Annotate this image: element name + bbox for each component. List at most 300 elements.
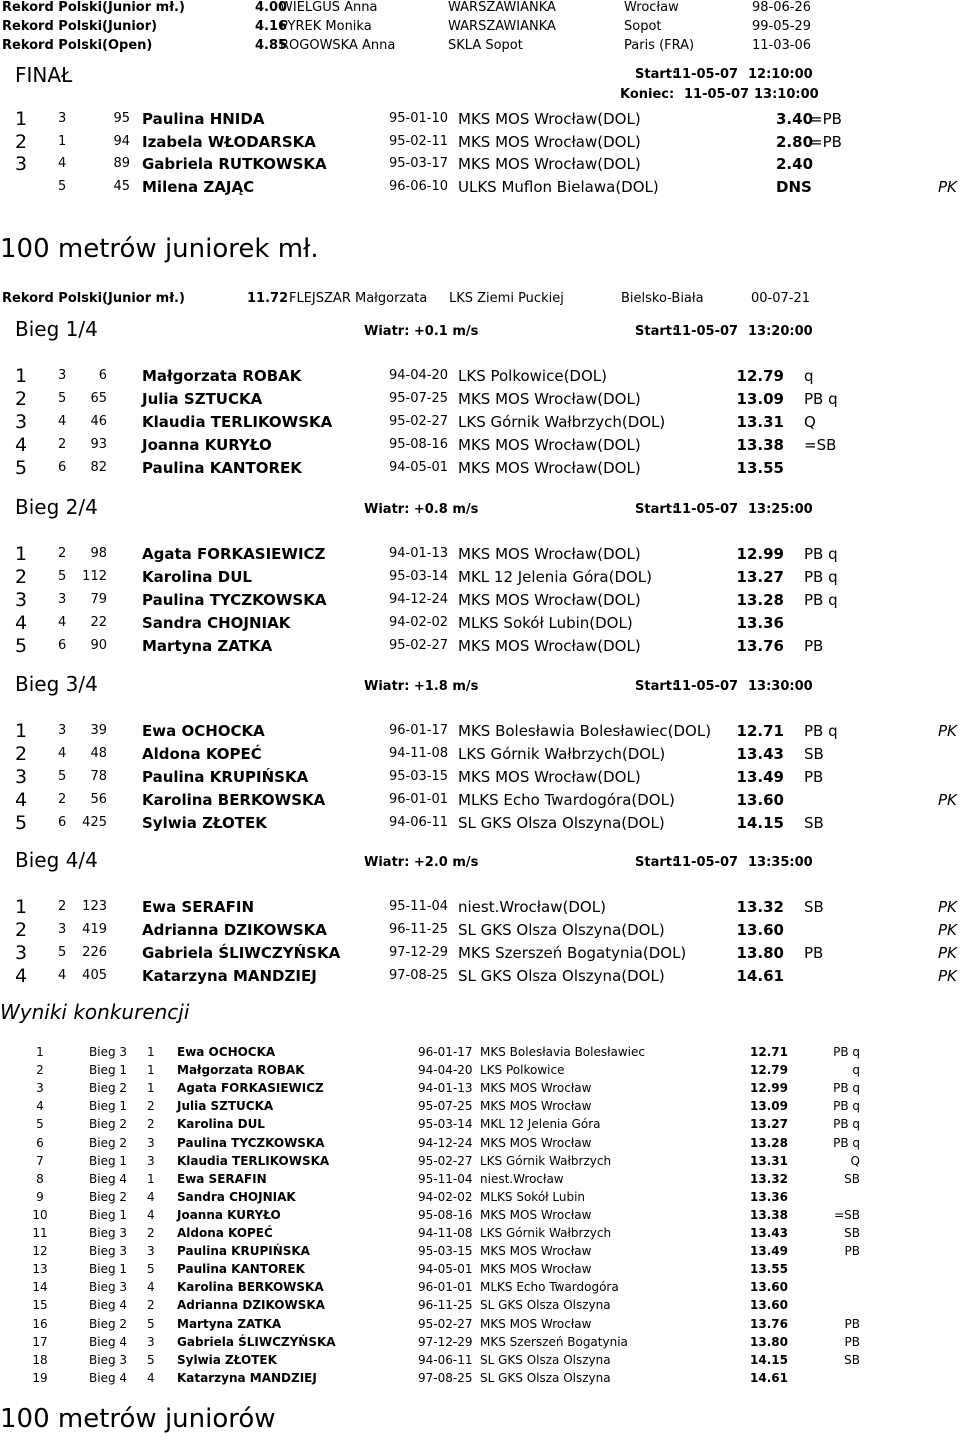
- heat-row-club: MKS MOS Wrocław(DOL): [458, 591, 641, 609]
- heat-row-place: 1: [15, 720, 28, 742]
- final-end-time: 13:10:00: [754, 87, 819, 102]
- heat-row-name: Katarzyna MANDZIEJ: [142, 967, 317, 985]
- heat-row-place: 3: [15, 411, 28, 433]
- heat-row-bib: 112: [82, 569, 107, 584]
- heat-row-club: niest.Wrocław(DOL): [458, 898, 606, 916]
- heat-row-result: 13.60: [736, 791, 784, 809]
- heat-row-name: Agata FORKASIEWICZ: [142, 545, 326, 563]
- heat-row-note: SB: [804, 898, 824, 916]
- heat-row-place: 4: [15, 612, 28, 634]
- heat-row-club: MKS MOS Wrocław(DOL): [458, 545, 641, 563]
- summary-dob: 95-08-16: [418, 1207, 473, 1222]
- heat-row-result: 13.28: [736, 591, 784, 609]
- heat-row-place: 2: [15, 919, 28, 941]
- event-record-date: 00-07-21: [751, 291, 811, 306]
- summary-heat: Bieg 1: [89, 1153, 128, 1168]
- heat-row-name: Julia SZTUCKA: [142, 390, 263, 408]
- summary-heat: Bieg 4: [89, 1298, 128, 1313]
- summary-result: 13.31: [750, 1153, 788, 1168]
- summary-heat: Bieg 2: [89, 1316, 128, 1331]
- heat-row-note: =SB: [804, 436, 837, 454]
- heat-row-name: Sylwia ZŁOTEK: [142, 814, 267, 832]
- heat-wind: Wiatr: +1.8 m/s: [364, 679, 479, 694]
- summary-place: 4: [147, 1280, 155, 1295]
- summary-dob: 95-07-25: [418, 1099, 473, 1114]
- summary-place: 1: [147, 1045, 155, 1059]
- final-row-club: MKS MOS Wrocław(DOL): [458, 110, 641, 128]
- heat-row-name: Karolina DUL: [142, 568, 252, 586]
- heat-row-note: PB q: [804, 568, 838, 586]
- summary-rank: 18: [32, 1352, 48, 1367]
- event-record-club: LKS Ziemi Puckiej: [449, 291, 564, 306]
- summary-club: MKS MOS Wrocław: [480, 1316, 592, 1331]
- heat-row-result: 13.76: [736, 637, 784, 655]
- summary-heat: Bieg 3: [89, 1045, 128, 1059]
- summary-rank: 5: [36, 1117, 44, 1132]
- heat-row-lane: 3: [58, 368, 67, 383]
- final-row-name: Izabela WŁODARSKA: [142, 132, 316, 151]
- heat-row-dob: 95-03-15: [389, 769, 449, 784]
- heat-row-result: 13.36: [736, 614, 784, 632]
- summary-result: 13.60: [750, 1280, 788, 1295]
- final-row-bib: 89: [113, 156, 130, 171]
- heat-row-pk: PK: [938, 944, 957, 962]
- summary-name: Paulina KANTOREK: [177, 1262, 305, 1277]
- heat-row-pk: PK: [938, 791, 957, 809]
- heat-row-dob: 94-12-24: [389, 592, 449, 607]
- summary-heat: Bieg 1: [89, 1063, 128, 1078]
- event-record-result: 11.72: [247, 291, 289, 306]
- event-record-place: Bielsko-Biała: [621, 291, 704, 306]
- heat-start-date: 11-05-07: [673, 324, 739, 339]
- final-row-pk: PK: [938, 177, 957, 196]
- summary-note: PB: [844, 1316, 860, 1331]
- final-row-bib: 45: [113, 178, 130, 194]
- summary-name: Ewa SERAFIN: [177, 1171, 267, 1186]
- record-name: WIELGUS Anna: [280, 0, 378, 15]
- heat-row-result: 13.31: [736, 413, 784, 431]
- heat-row-lane: 2: [58, 792, 67, 807]
- summary-heat: Bieg 2: [89, 1189, 128, 1204]
- summary-result: 13.55: [750, 1262, 788, 1277]
- summary-name: Gabriela ŚLIWCZYŃSKA: [177, 1334, 336, 1349]
- heat-row-club: LKS Górnik Wałbrzych(DOL): [458, 745, 666, 763]
- final-start-time: 12:10:00: [748, 67, 813, 82]
- final-row-dob: 96-06-10: [389, 178, 449, 194]
- summary-dob: 96-01-17: [418, 1045, 473, 1059]
- final-row-result: 2.40: [776, 155, 814, 173]
- summary-place: 2: [147, 1226, 155, 1240]
- heat-row-dob: 94-06-11: [389, 815, 449, 830]
- summary-dob: 94-02-02: [418, 1189, 473, 1204]
- summary-name: Ewa OCHOCKA: [177, 1045, 276, 1059]
- record-place: Paris (FRA): [624, 38, 695, 53]
- summary-name: Małgorzata ROBAK: [177, 1063, 305, 1078]
- final-row-dob: 95-02-11: [389, 133, 449, 149]
- summary-note: PB: [844, 1334, 860, 1349]
- final-row-club: MKS MOS Wrocław(DOL): [458, 132, 641, 151]
- event-record-label: Rekord Polski(Junior mł.): [2, 291, 185, 306]
- heat-row-dob: 94-05-01: [389, 460, 449, 475]
- summary-name: Karolina DUL: [177, 1117, 265, 1132]
- summary-rank: 9: [36, 1189, 44, 1204]
- summary-club: MKS MOS Wrocław: [480, 1207, 592, 1222]
- summary-club: MKS MOS Wrocław: [480, 1135, 592, 1150]
- final-row-name: Paulina HNIDA: [142, 110, 265, 128]
- summary-note: PB q: [833, 1045, 860, 1059]
- heat-row-bib: 98: [90, 546, 107, 561]
- heat-row-note: PB q: [804, 390, 838, 408]
- heat-row-club: MKS MOS Wrocław(DOL): [458, 768, 641, 786]
- summary-note: SB: [844, 1226, 860, 1240]
- summary-club: MKS Bolesłavia Bolesławiec: [480, 1045, 645, 1059]
- heat-row-dob: 96-11-25: [389, 922, 449, 937]
- summary-heat: Bieg 3: [89, 1352, 128, 1367]
- summary-dob: 94-01-13: [418, 1081, 473, 1096]
- heat-row-dob: 94-04-20: [389, 368, 449, 383]
- summary-rank: 2: [36, 1063, 44, 1078]
- heat-row-bib: 78: [90, 769, 107, 784]
- summary-result: 13.43: [750, 1226, 788, 1240]
- summary-dob: 95-03-14: [418, 1117, 473, 1132]
- final-row-club: ULKS Muflon Bielawa(DOL): [458, 177, 659, 196]
- heat-row-result: 13.27: [736, 568, 784, 586]
- final-start-date: 11-05-07: [673, 67, 739, 82]
- heat-start-date: 11-05-07: [673, 855, 739, 870]
- summary-name: Karolina BERKOWSKA: [177, 1280, 324, 1295]
- final-row-lane: 5: [58, 178, 67, 194]
- heat-row-club: MKL 12 Jelenia Góra(DOL): [458, 568, 653, 586]
- heat-row-club: MKS MOS Wrocław(DOL): [458, 637, 641, 655]
- heat-row-place: 3: [15, 589, 28, 611]
- heat-title: Bieg 4/4: [15, 848, 98, 872]
- heat-row-name: Małgorzata ROBAK: [142, 367, 302, 385]
- final-row-place: 2: [15, 130, 28, 153]
- summary-name: Sylwia ZŁOTEK: [177, 1352, 277, 1367]
- heat-row-club: MKS Bolesławia Bolesławiec(DOL): [458, 722, 712, 740]
- heat-row-club: LKS Górnik Wałbrzych(DOL): [458, 413, 666, 431]
- heat-row-result: 13.38: [736, 436, 784, 454]
- heat-row-name: Karolina BERKOWSKA: [142, 791, 326, 809]
- summary-result: 13.32: [750, 1171, 788, 1186]
- summary-result: 14.61: [750, 1370, 788, 1385]
- summary-rank: 11: [32, 1226, 48, 1240]
- heat-row-club: LKS Polkowice(DOL): [458, 367, 607, 385]
- heat-row-result: 12.99: [736, 545, 784, 563]
- final-start-label: Start:: [635, 67, 678, 82]
- heat-row-lane: 5: [58, 391, 67, 406]
- final-end-date: 11-05-07: [684, 87, 750, 102]
- summary-club: MKS MOS Wrocław: [480, 1081, 592, 1096]
- summary-club: MKS MOS Wrocław: [480, 1244, 592, 1259]
- record-name: PYREK Monika: [280, 19, 372, 34]
- heat-wind: Wiatr: +0.8 m/s: [364, 502, 479, 517]
- heat-row-place: 2: [15, 743, 28, 765]
- summary-club: SL GKS Olsza Olszyna: [480, 1298, 611, 1313]
- heat-row-name: Gabriela ŚLIWCZYŃSKA: [142, 944, 341, 962]
- summary-heat: Bieg 3: [89, 1280, 128, 1295]
- summary-dob: 94-06-11: [418, 1352, 473, 1367]
- heat-row-name: Paulina KRUPIŃSKA: [142, 768, 309, 786]
- summary-heat: Bieg 1: [89, 1099, 128, 1114]
- summary-result: 12.99: [750, 1081, 788, 1096]
- heat-row-club: MLKS Echo Twardogóra(DOL): [458, 791, 675, 809]
- heat-row-note: PB: [804, 768, 824, 786]
- heat-row-name: Joanna KURYŁO: [142, 436, 272, 454]
- heat-row-name: Sandra CHOJNIAK: [142, 614, 291, 632]
- summary-club: LKS Górnik Wałbrzych: [480, 1153, 612, 1168]
- summary-result: 14.15: [750, 1352, 788, 1367]
- summary-heat: Bieg 1: [89, 1207, 128, 1222]
- summary-note: PB q: [833, 1117, 860, 1132]
- heat-row-result: 13.09: [736, 390, 784, 408]
- summary-club: MKS MOS Wrocław: [480, 1262, 592, 1277]
- summary-dob: 95-02-27: [418, 1153, 473, 1168]
- heat-row-bib: 82: [90, 460, 107, 475]
- summary-dob: 95-02-27: [418, 1316, 473, 1331]
- final-row-place: 3: [15, 153, 28, 175]
- summary-rank: 3: [36, 1081, 44, 1096]
- summary-heat: Bieg 4: [89, 1370, 128, 1385]
- summary-note: PB q: [833, 1135, 860, 1150]
- summary-result: 13.38: [750, 1207, 788, 1222]
- summary-name: Martyna ZATKA: [177, 1316, 282, 1331]
- heat-row-name: Aldona KOPEĆ: [142, 745, 262, 763]
- summary-note: q: [852, 1063, 860, 1078]
- final-row-note: =PB: [810, 132, 842, 151]
- final-row-club: MKS MOS Wrocław(DOL): [458, 155, 641, 173]
- heat-row-note: PB q: [804, 545, 838, 563]
- summary-result: 13.28: [750, 1135, 788, 1150]
- final-row-bib: 95: [113, 111, 130, 126]
- summary-dob: 97-12-29: [418, 1334, 473, 1349]
- record-result: 4.85: [255, 38, 288, 53]
- record-club: WARSZAWIANKA: [448, 19, 556, 34]
- summary-club: SL GKS Olsza Olszyna: [480, 1352, 611, 1367]
- summary-club: SL GKS Olsza Olszyna: [480, 1370, 611, 1385]
- heat-row-place: 4: [15, 965, 28, 987]
- heat-row-lane: 5: [58, 769, 67, 784]
- heat-row-note: q: [804, 367, 814, 385]
- heat-row-lane: 6: [58, 815, 67, 830]
- heat-row-dob: 96-01-01: [389, 792, 449, 807]
- final-row-dob: 95-03-17: [389, 156, 449, 171]
- final-row-lane: 3: [58, 111, 67, 126]
- heat-row-bib: 405: [82, 968, 107, 983]
- heat-row-name: Klaudia TERLIKOWSKA: [142, 413, 333, 431]
- heat-row-bib: 90: [90, 638, 107, 653]
- summary-rank: 8: [36, 1171, 44, 1186]
- summary-name: Julia SZTUCKA: [177, 1099, 274, 1114]
- heat-row-dob: 95-03-14: [389, 569, 449, 584]
- heat-row-bib: 425: [82, 815, 107, 830]
- summary-name: Klaudia TERLIKOWSKA: [177, 1153, 330, 1168]
- heat-row-bib: 48: [90, 746, 107, 761]
- heat-row-result: 13.49: [736, 768, 784, 786]
- heat-row-note: Q: [804, 413, 816, 431]
- heat-row-bib: 46: [90, 414, 107, 429]
- record-label: Rekord Polski(Open): [2, 38, 153, 53]
- summary-result: 12.71: [750, 1045, 788, 1059]
- summary-title: Wyniki konkurencji: [0, 1000, 190, 1024]
- summary-name: Paulina TYCZKOWSKA: [177, 1135, 325, 1150]
- record-label: Rekord Polski(Junior mł.): [2, 0, 185, 15]
- heat-row-lane: 3: [58, 592, 67, 607]
- record-date: 98-06-26: [752, 0, 812, 15]
- heat-row-club: MKS MOS Wrocław(DOL): [458, 436, 641, 454]
- heat-row-bib: 56: [90, 792, 107, 807]
- summary-club: MKS Szerszeń Bogatynia: [480, 1334, 628, 1349]
- heat-row-place: 5: [15, 457, 28, 479]
- summary-club: MLKS Sokół Lubin: [480, 1189, 586, 1204]
- heat-row-lane: 6: [58, 638, 67, 653]
- summary-club: LKS Górnik Wałbrzych: [480, 1226, 612, 1240]
- heat-row-result: 13.80: [736, 944, 784, 962]
- record-place: Wrocław: [624, 0, 679, 15]
- summary-rank: 15: [32, 1298, 48, 1313]
- summary-rank: 4: [36, 1099, 44, 1114]
- heat-row-club: MKS MOS Wrocław(DOL): [458, 459, 641, 477]
- summary-dob: 95-11-04: [418, 1171, 473, 1186]
- summary-club: MKL 12 Jelenia Góra: [480, 1117, 601, 1132]
- heat-row-lane: 2: [58, 437, 67, 452]
- heat-row-bib: 419: [82, 922, 107, 937]
- summary-place: 1: [147, 1081, 155, 1096]
- heat-row-place: 5: [15, 635, 28, 657]
- summary-place: 3: [147, 1244, 155, 1259]
- summary-dob: 94-05-01: [418, 1262, 473, 1277]
- summary-note: PB q: [833, 1099, 860, 1114]
- heat-row-dob: 95-08-16: [389, 437, 449, 452]
- heat-row-lane: 2: [58, 899, 67, 914]
- heat-row-lane: 4: [58, 615, 67, 630]
- heat-row-bib: 65: [90, 391, 107, 406]
- summary-rank: 13: [32, 1262, 48, 1277]
- summary-place: 3: [147, 1135, 155, 1150]
- summary-rank: 10: [32, 1207, 48, 1222]
- summary-heat: Bieg 2: [89, 1081, 128, 1096]
- final-row-lane: 4: [58, 156, 67, 171]
- heat-row-place: 4: [15, 434, 28, 456]
- summary-place: 2: [147, 1298, 155, 1313]
- heat-row-note: PB: [804, 637, 824, 655]
- summary-place: 3: [147, 1334, 155, 1349]
- summary-name: Aldona KOPEĆ: [177, 1226, 273, 1240]
- heat-row-pk: PK: [938, 722, 957, 740]
- heat-start-time: 13:25:00: [748, 502, 813, 517]
- final-row-lane: 1: [58, 133, 67, 149]
- heat-row-dob: 97-08-25: [389, 968, 449, 983]
- summary-place: 1: [147, 1171, 155, 1186]
- heat-row-name: Ewa SERAFIN: [142, 898, 255, 916]
- final-row-result: 2.80: [776, 132, 814, 151]
- record-name: ROGOWSKA Anna: [280, 38, 396, 53]
- summary-heat: Bieg 1: [89, 1262, 128, 1277]
- final-row-bib: 94: [113, 133, 130, 149]
- final-title: FINAŁ: [15, 63, 73, 87]
- heat-row-dob: 95-07-25: [389, 391, 449, 406]
- heat-row-bib: 123: [82, 899, 107, 914]
- summary-note: PB q: [833, 1081, 860, 1096]
- summary-dob: 97-08-25: [418, 1370, 473, 1385]
- final-row-result: DNS: [776, 177, 812, 196]
- summary-heat: Bieg 3: [89, 1226, 128, 1240]
- heat-row-lane: 4: [58, 968, 67, 983]
- summary-rank: 14: [32, 1280, 48, 1295]
- summary-result: 13.80: [750, 1334, 788, 1349]
- heat-row-place: 2: [15, 388, 28, 410]
- heat-start-date: 11-05-07: [673, 679, 739, 694]
- final-row-place: 1: [15, 108, 28, 130]
- heat-row-lane: 4: [58, 746, 67, 761]
- summary-note: SB: [844, 1352, 860, 1367]
- final-row-result: 3.40: [776, 110, 814, 128]
- heat-row-note: SB: [804, 814, 824, 832]
- summary-place: 5: [147, 1262, 155, 1277]
- final-end-label: Koniec:: [620, 87, 675, 102]
- summary-place: 5: [147, 1352, 155, 1367]
- heat-row-lane: 5: [58, 945, 67, 960]
- record-date: 11-03-06: [752, 38, 812, 53]
- heat-row-dob: 94-01-13: [389, 546, 449, 561]
- summary-dob: 94-12-24: [418, 1135, 473, 1150]
- heat-row-club: MLKS Sokół Lubin(DOL): [458, 614, 633, 632]
- heat-row-club: MKS Szerszeń Bogatynia(DOL): [458, 944, 687, 962]
- final-row-name: Gabriela RUTKOWSKA: [142, 155, 327, 173]
- summary-rank: 7: [36, 1153, 44, 1168]
- summary-place: 2: [147, 1099, 155, 1114]
- summary-heat: Bieg 3: [89, 1244, 128, 1259]
- heat-row-club: SL GKS Olsza Olszyna(DOL): [458, 967, 665, 985]
- heat-start-label: Start:: [635, 324, 678, 339]
- heat-row-result: 13.60: [736, 921, 784, 939]
- summary-place: 2: [147, 1117, 155, 1132]
- summary-club: LKS Polkowice: [480, 1063, 565, 1078]
- summary-heat: Bieg 2: [89, 1117, 128, 1132]
- heat-start-date: 11-05-07: [673, 502, 739, 517]
- heat-row-lane: 3: [58, 922, 67, 937]
- heat-title: Bieg 3/4: [15, 672, 98, 696]
- summary-name: Agata FORKASIEWICZ: [177, 1081, 324, 1096]
- heat-row-bib: 39: [90, 723, 107, 738]
- heat-start-label: Start:: [635, 502, 678, 517]
- summary-dob: 96-11-25: [418, 1298, 473, 1313]
- summary-place: 1: [147, 1063, 155, 1078]
- final-row-name: Milena ZAJĄC: [142, 177, 255, 196]
- heat-row-note: PB q: [804, 591, 838, 609]
- heat-row-club: MKS MOS Wrocław(DOL): [458, 390, 641, 408]
- heat-start-label: Start:: [635, 679, 678, 694]
- heat-row-result: 14.61: [736, 967, 784, 985]
- heat-row-bib: 226: [82, 945, 107, 960]
- record-label: Rekord Polski(Junior): [2, 19, 158, 34]
- heat-row-bib: 93: [90, 437, 107, 452]
- heat-row-pk: PK: [938, 898, 957, 916]
- heat-row-club: SL GKS Olsza Olszyna(DOL): [458, 921, 665, 939]
- summary-dob: 94-11-08: [418, 1226, 473, 1240]
- summary-club: niest.Wrocław: [480, 1171, 564, 1186]
- summary-rank: 6: [36, 1135, 44, 1150]
- heat-row-lane: 2: [58, 546, 67, 561]
- summary-place: 4: [147, 1189, 155, 1204]
- heat-row-result: 13.55: [736, 459, 784, 477]
- heat-row-place: 1: [15, 896, 28, 918]
- heat-row-result: 14.15: [736, 814, 784, 832]
- heat-row-name: Paulina TYCZKOWSKA: [142, 591, 327, 609]
- heat-row-dob: 95-02-27: [389, 414, 449, 429]
- summary-place: 4: [147, 1370, 155, 1385]
- summary-result: 13.76: [750, 1316, 788, 1331]
